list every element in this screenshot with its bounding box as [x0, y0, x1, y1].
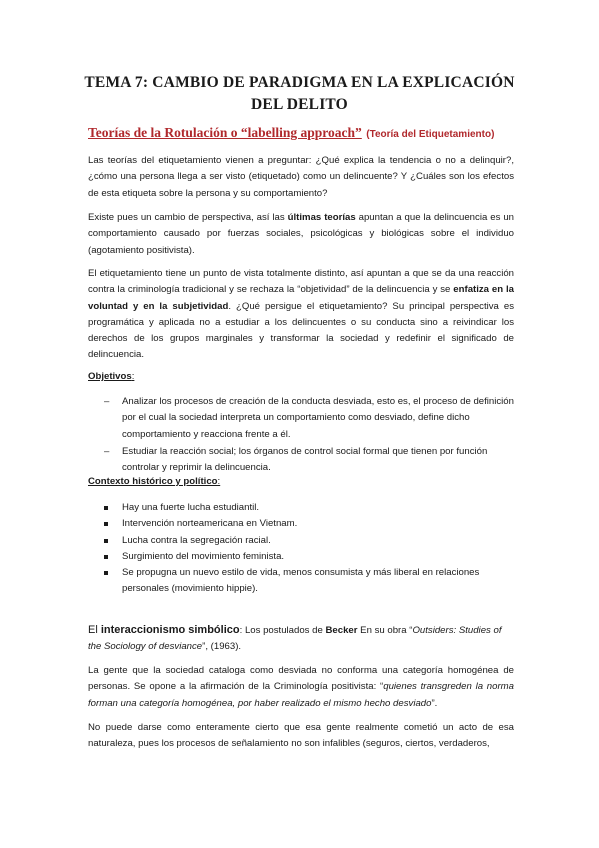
list-item: Se propugna un nuevo estilo de vida, menos consumista y más liberal en relaciones personales (movimiento hippie).: [104, 565, 514, 598]
square-bullet-icon: [104, 539, 108, 543]
square-bullet-icon: [104, 506, 108, 510]
work-title: Outsiders: Studies of the Sociology of desviance: [88, 625, 502, 653]
paragraph-perspective: [88, 210, 514, 259]
paragraph-etiq-text-c: . ¿Qué persigue el etiquetamiento? Su principal perspectiva es programática y aplicada no a estudiar a los delincuentes o su conducta sino a reivindicar los derechos de los grupos marginales y transformar la sociedad y redefinir el significado de delincuencia.: [88, 300, 514, 361]
list-item: Hay una fuerte lucha estudiantil.: [104, 500, 514, 516]
paragraph-etiq-bold: enfatiza en la voluntad y en la subjetividad: [88, 284, 515, 312]
list-item: Lucha contra la segregación racial.: [104, 533, 514, 549]
title-line-2: DEL DELITO: [251, 96, 348, 113]
paragraph-perspective-bold: últimas teorías: [287, 212, 356, 223]
section-heading: [88, 124, 548, 142]
paragraph-etiquetamiento: [88, 266, 514, 364]
square-bullet-icon: [104, 555, 108, 559]
section-heading-main: Teorías de la Rotulación o “labelling approach”: [88, 125, 362, 140]
square-bullet-icon: [104, 522, 108, 526]
objetivos-label: [88, 371, 134, 382]
list-item: – Analizar los procesos de creación de la conducta desviada, esto es, el proceso de definición por el cual la sociedad interpreta un comportamiento como desviado, define dicho comportamiento y reacciona frente a él.: [104, 396, 514, 440]
section-heading-sub: (Teoría del Etiquetamiento): [366, 129, 495, 140]
paragraph-perspective-text-c: apuntan a que la delincuencia es un comportamiento causado por fuerzas sociales, psicológicas y biológicas sobre el individuo (agotamiento positivista).: [88, 212, 515, 256]
page-title: [60, 72, 539, 116]
list-item: – Estudiar la reacción social; los órganos de control social formal que tienen por función controlar y reprimir la delincuencia.: [104, 445, 488, 474]
paragraph-perspective-text-a: Existe pues un cambio de perspectiva, así las: [88, 212, 288, 223]
objetivos-label-text: Objetivos: [88, 371, 132, 382]
paragraph-intro: Las teorías del etiquetamiento vienen a preguntar: ¿Qué explica la tendencia o no a delinquir?, ¿cómo una persona llega a ser visto (etiquetado) como un delincuente? Y ¿Cuáles son los efectos de esta etiqueta sobre la persona y su comportamiento?: [88, 155, 514, 199]
paragraph-interaccionismo: El interaccionismo simbólico: Los postulados de Becker En su obra “Outsiders: Studies of the Sociology of desviance”, (1963).: [88, 624, 502, 653]
paragraph-categoria: La gente que la sociedad cataloga como desviada no conforma una categoría homogénea de personas. Se opone a la afirmación de la Criminología positivista: “quienes transgreden la norma forman una categoría homogénea, por haber realizado el mismo hecho desviado”.: [88, 665, 514, 709]
interaccionismo-term: interaccionismo simbólico: [100, 624, 240, 636]
paragraph-senalamiento: No puede darse como enteramente cierto que esa gente realmente cometió un acto de esa naturaleza, pues los procesos de señalamiento no son infalibles (seguros, ciertos, verdaderos,: [88, 722, 514, 750]
objetivos-colon: :: [131, 371, 135, 382]
quote-italic: quienes transgreden la norma forman una categoría homogénea, por haber realizado el mismo hecho desviado: [88, 681, 514, 709]
work-year: (1963): [210, 641, 239, 653]
list-item: Surgimiento del movimiento feminista.: [104, 549, 514, 565]
objetivos-list: [104, 394, 514, 477]
contexto-label-text: Contexto histórico y político: [88, 476, 218, 487]
becker-author: Becker: [325, 625, 358, 636]
list-item: Intervención norteamericana en Vietnam.: [104, 516, 514, 532]
square-bullet-icon: [104, 571, 108, 575]
paragraph-etiq-text-a: El etiquetamiento tiene un punto de vista totalmente distinto, así apuntan a que se da una reacción contra la criminología tradicional y se rechaza la “objetividad” de la delincuencia y se: [88, 268, 514, 296]
contexto-label: [88, 476, 220, 487]
dash-marker: –: [104, 396, 110, 407]
dash-marker: –: [104, 445, 110, 457]
title-line-1: TEMA 7: CAMBIO DE PARADIGMA EN LA EXPLICACIÓN: [84, 74, 515, 91]
contexto-colon: :: [217, 476, 221, 487]
contexto-list: [104, 500, 514, 598]
